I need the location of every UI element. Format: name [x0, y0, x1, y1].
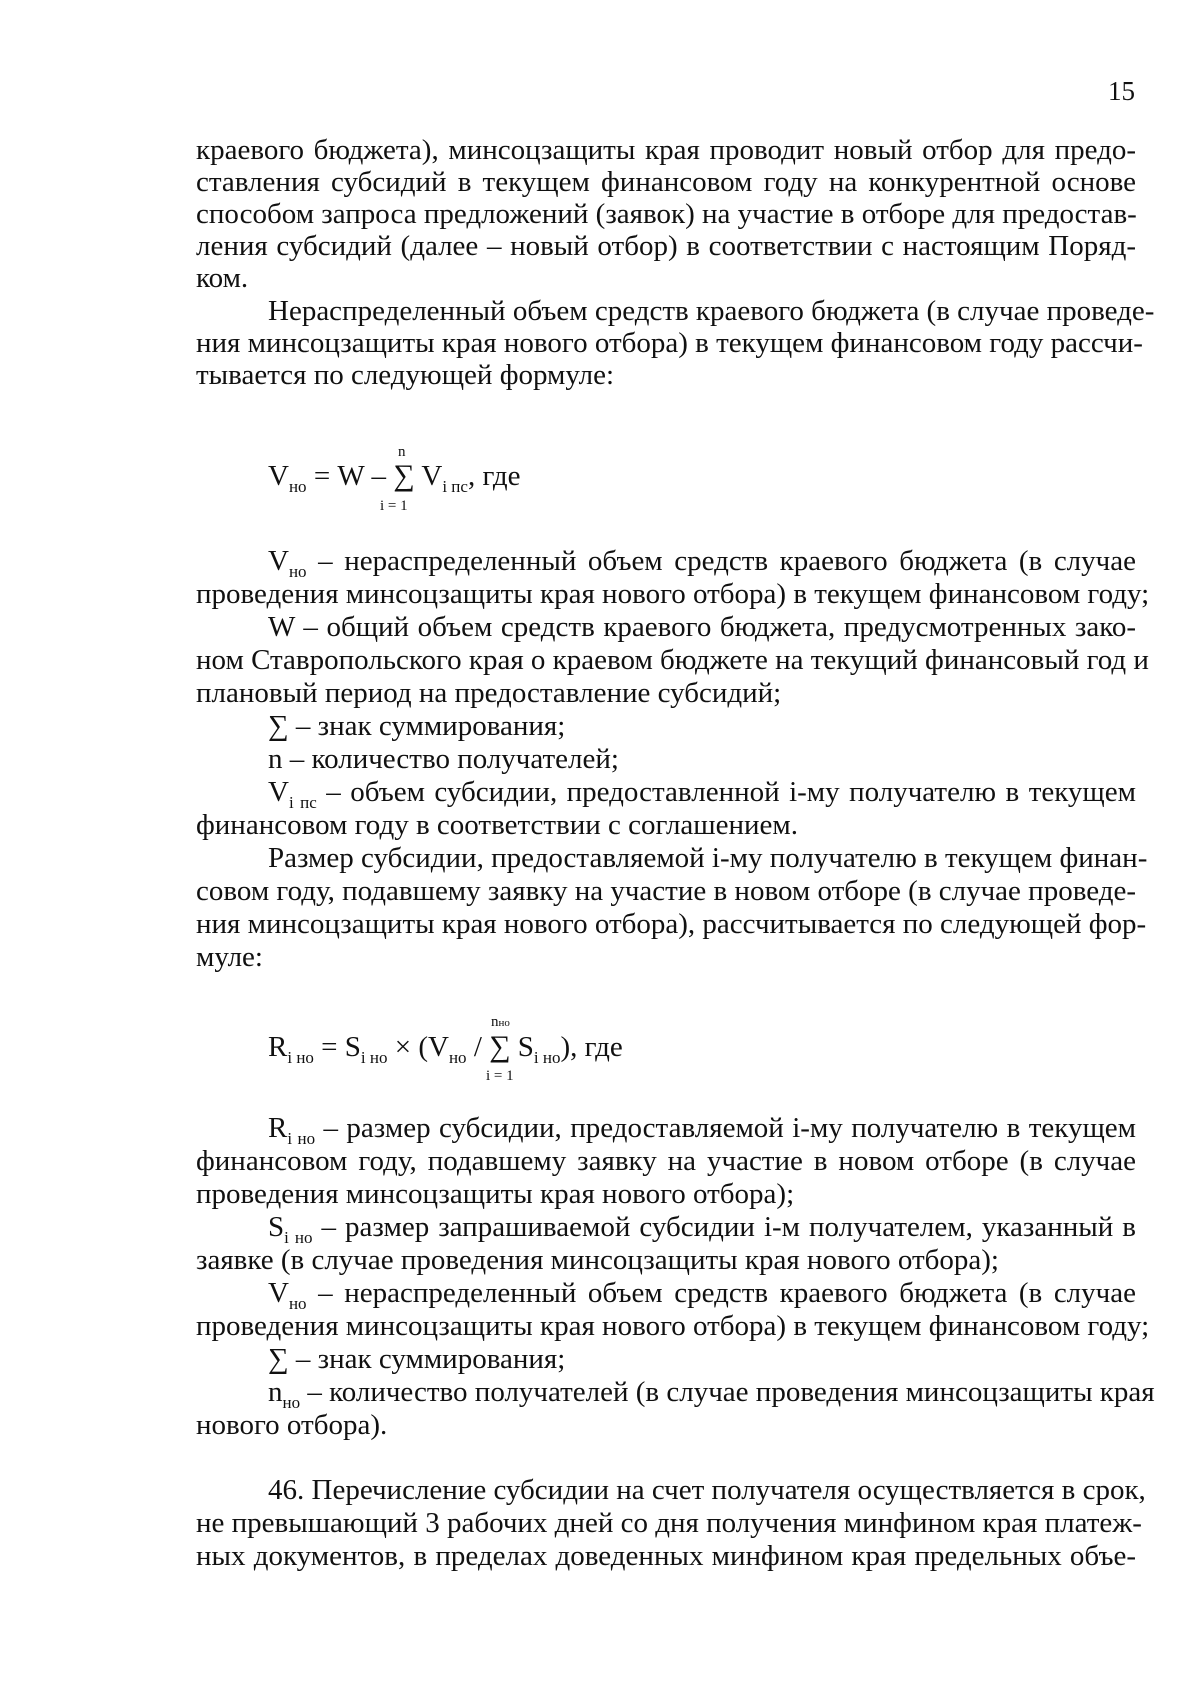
definition-text: – нераспределенный объем средств краевого бюджета (в случае [306, 1277, 1136, 1309]
definition-line: проведения минсоцзащиты края нового отбора); [196, 1178, 795, 1210]
paragraph-line: тывается по следующей формуле: [196, 359, 615, 391]
paragraph-line: Нераспределенный объем средств краевого бюджета (в случае проведе- [268, 295, 1155, 327]
sum-lower-limit: i = 1 [380, 498, 408, 514]
formula-symbol: R [268, 1031, 288, 1063]
page-number: 15 [1108, 76, 1135, 106]
var-subscript: но [288, 1294, 307, 1313]
definition-line: ном Ставропольского края о краевом бюджете на текущий финансовый год и [196, 644, 1149, 676]
limit-symbol: n [491, 1014, 499, 1030]
formula-subscript: i но [287, 1048, 314, 1067]
var-symbol: S [268, 1211, 285, 1243]
paragraph-line: муле: [196, 941, 263, 973]
definition-line: n – количество получателей; [268, 743, 619, 775]
definition-line [268, 545, 1136, 581]
formula-subscript: i но [533, 1048, 561, 1067]
var-subscript: i но [287, 1129, 316, 1148]
definition-line: плановый период на предоставление субсидий; [196, 677, 782, 709]
definition-line: нового отбора). [196, 1409, 388, 1441]
sum-lower-limit: i = 1 [486, 1068, 514, 1084]
definition-text: – нераспределенный объем средств краевого бюджета (в случае [306, 545, 1136, 577]
formula-text: = W – [306, 460, 394, 492]
definition-line [268, 776, 1136, 812]
sigma-symbol: ∑ [393, 459, 415, 492]
formula-subscript: i пс [442, 477, 468, 496]
paragraph-line: не превышающий 3 рабочих дней со дня получения минфином края платеж- [196, 1507, 1142, 1539]
var-symbol: V [268, 1277, 289, 1309]
paragraph-line: краевого бюджета), минсоцзащиты края проводит новый отбор для предо- [196, 134, 1136, 166]
paragraph-line: совом году, подавшему заявку на участие в новом отборе (в случае проведе- [196, 875, 1136, 907]
formula-symbol: V [268, 460, 289, 492]
paragraph-line: ставления субсидий в текущем финансовом году на конкурентной основе [196, 166, 1136, 198]
var-symbol: V [268, 776, 289, 808]
definition-line [268, 1112, 1136, 1148]
definition-text: – размер запрашиваемой субсидии i-м получателем, указанный в [312, 1211, 1136, 1243]
formula-text: = S [313, 1031, 361, 1063]
formula-text: / [466, 1031, 490, 1063]
paragraph-line: ния минсоцзащиты края нового отбора), рассчитывается по следующей фор- [196, 908, 1147, 940]
var-subscript: i но [284, 1228, 313, 1247]
definition-line: финансовом году, подавшему заявку на участие в новом отборе (в случае [196, 1145, 1136, 1177]
definition-line [268, 1211, 1136, 1247]
definition-line [268, 1376, 1155, 1412]
formula-text: S [510, 1031, 534, 1063]
definition-line: финансовом году в соответствии с соглашением. [196, 809, 799, 841]
paragraph-line: ных документов, в пределах доведенных минфином края предельных объе- [196, 1540, 1136, 1572]
var-symbol: n [268, 1376, 283, 1408]
paragraph-line: ком. [196, 262, 249, 294]
definition-line: заявке (в случае проведения минсоцзащиты края нового отбора); [196, 1244, 999, 1276]
definition-text: – объем субсидии, предоставленной i-му получателю в текущем [316, 776, 1136, 808]
paragraph-line: способом запроса предложений (заявок) на участие в отборе для предостав- [196, 198, 1137, 230]
formula-text: × (V [387, 1031, 449, 1063]
sigma-symbol: ∑ [489, 1030, 511, 1063]
sum-upper-limit: n [398, 444, 406, 460]
definition-line: проведения минсоцзащиты края нового отбора) в текущем финансовом году; [196, 578, 1150, 610]
paragraph-line: Размер субсидии, предоставляемой i-му получателю в текущем финан- [268, 842, 1148, 874]
formula-text: V [414, 460, 443, 492]
definition-line: проведения минсоцзащиты края нового отбора) в текущем финансовом году; [196, 1310, 1150, 1342]
var-subscript: но [282, 1393, 301, 1412]
paragraph-line: ления субсидий (далее – новый отбор) в соответствии с настоящим Поряд- [196, 230, 1136, 262]
var-symbol: R [268, 1112, 288, 1144]
definition-line: ∑ – знак суммирования; [268, 710, 566, 742]
definition-text: – количество получателей (в случае проведения минсоцзащиты края [300, 1376, 1155, 1408]
definition-line: W – общий объем средств краевого бюджета, предусмотренных зако- [268, 611, 1136, 643]
paragraph-line: ния минсоцзащиты края нового отбора) в текущем финансовом году рассчи- [196, 327, 1143, 359]
definition-text: – размер субсидии, предоставляемой i-му получателю в текущем [315, 1112, 1137, 1144]
paragraph-line: 46. Перечисление субсидии на счет получателя осуществляется в срок, [268, 1474, 1146, 1506]
formula-subscript: но [288, 477, 307, 496]
definition-line: ∑ – знак суммирования; [268, 1343, 566, 1375]
formula-text: ), где [560, 1031, 623, 1063]
var-symbol: V [268, 545, 289, 577]
formula-subscript: но [448, 1048, 467, 1067]
sum-upper-limit [491, 1014, 510, 1031]
limit-subscript: но [498, 1017, 510, 1029]
formula-subscript: i но [360, 1048, 388, 1067]
var-subscript: i пс [288, 793, 317, 812]
var-subscript: но [288, 562, 307, 581]
definition-line [268, 1277, 1136, 1313]
formula-text: , где [467, 460, 521, 492]
